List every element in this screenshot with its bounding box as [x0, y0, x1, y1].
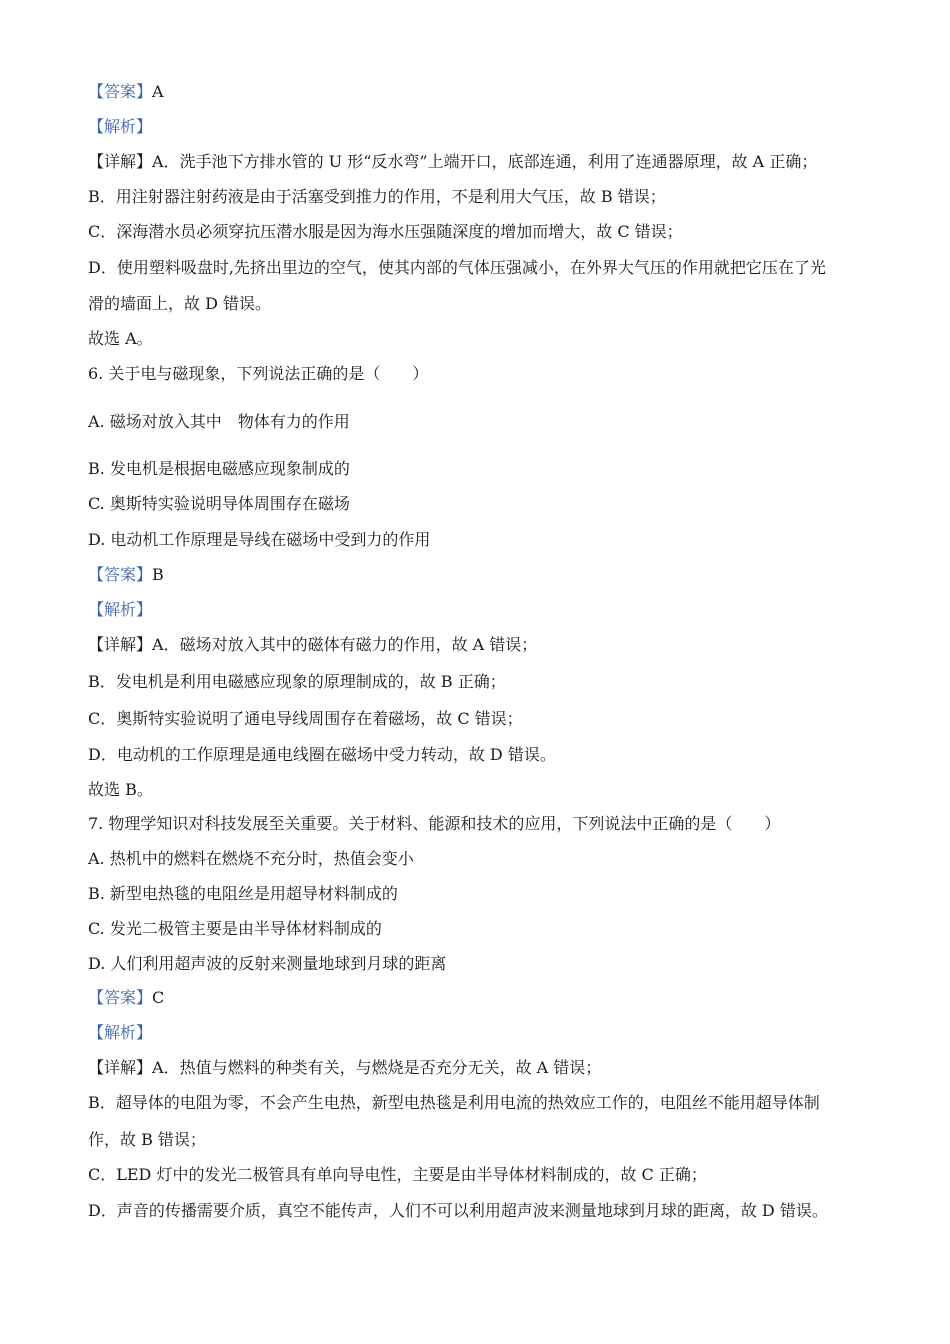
- q7-detail-line-b: B．超导体的电阻为零，不会产生电热，新型电热毯是利用电流的热效应工作的，电阻丝不能用超导体制: [88, 1093, 820, 1112]
- answer-value: A: [152, 82, 164, 101]
- detail-tag: 【详解】: [88, 152, 153, 171]
- q7-option-b: B. 新型电热毯的电阻丝是用超导材料制成的: [88, 884, 398, 903]
- q5-detail-line-b: B．用注射器注射药液是由于活塞受到推力的作用，不是利用大气压，故 B 错误；: [88, 187, 666, 206]
- q7-stem: 7. 物理学知识对科技发展至关重要。关于材料、能源和技术的应用，下列说法中正确的是（ ）: [88, 814, 781, 833]
- answer-tag: 【答案】: [88, 988, 153, 1007]
- answer-value: C: [152, 988, 165, 1007]
- detail-text: A．洗手池下方排水管的 U 形“反水弯”上端开口，底部连通，利用了连通器原理，故 A 正确；: [152, 152, 818, 171]
- q7-detail-line-b-cont: 作，故 B 错误；: [88, 1130, 206, 1149]
- q5-conclusion: 故选 A。: [88, 329, 153, 348]
- q7-detail-line-c: C．LED 灯中的发光二极管具有单向导电性，主要是由半导体材料制成的，故 C 正确；: [88, 1165, 707, 1184]
- q6-detail-line-d: D．电动机的工作原理是通电线圈在磁场中受力转动，故 D 错误。: [88, 745, 556, 764]
- q7-detail-line-a: [88, 1058, 601, 1078]
- q6-analysis-tag: 【解析】: [88, 600, 153, 619]
- q7-option-d: D. 人们利用超声波的反射来测量地球到月球的距离: [88, 954, 447, 973]
- q5-detail-line-c: C．深海潜水员必须穿抗压潜水服是因为海水压强随深度的增加而增大，故 C 错误；: [88, 222, 683, 241]
- q6-conclusion: 故选 B。: [88, 780, 153, 799]
- q6-answer-line: [88, 565, 164, 585]
- q5-detail-line-a: [88, 152, 817, 172]
- detail-tag: 【详解】: [88, 1058, 153, 1077]
- q6-detail-line-a: [88, 635, 537, 655]
- answer-tag: 【答案】: [88, 82, 153, 101]
- q5-detail-line-d-cont: 滑的墙面上，故 D 错误。: [88, 294, 272, 313]
- detail-text: A．磁场对放入其中的磁体有磁力的作用，故 A 错误；: [152, 635, 538, 654]
- q6-detail-line-b: B．发电机是利用电磁感应现象的原理制成的，故 B 正确；: [88, 672, 506, 691]
- answer-tag: 【答案】: [88, 565, 153, 584]
- q5-answer-line: [88, 82, 164, 102]
- q5-analysis-tag: 【解析】: [88, 117, 153, 136]
- q6-stem: 6. 关于电与磁现象，下列说法正确的是（ ）: [88, 364, 429, 383]
- detail-tag: 【详解】: [88, 635, 153, 654]
- q6-detail-line-c: C．奥斯特实验说明了通电导线周围存在着磁场，故 C 错误；: [88, 709, 523, 728]
- q6-option-b: B. 发电机是根据电磁感应现象制成的: [88, 459, 350, 478]
- answer-value: B: [152, 565, 164, 584]
- q6-option-a: A. 磁场对放入其中 物体有力的作用: [88, 412, 350, 431]
- q7-analysis-tag: 【解析】: [88, 1023, 153, 1042]
- q5-detail-line-d: D．使用塑料吸盘时,先挤出里边的空气，使其内部的气体压强减小，在外界大气压的作用就把它压在了光: [88, 258, 826, 277]
- q7-option-c: C. 发光二极管主要是由半导体材料制成的: [88, 919, 382, 938]
- q7-option-a: A. 热机中的燃料在燃烧不充分时，热值会变小: [88, 849, 414, 868]
- q6-option-d: D. 电动机工作原理是导线在磁场中受到力的作用: [88, 530, 431, 549]
- q7-answer-line: [88, 988, 164, 1008]
- q6-option-c: C. 奥斯特实验说明导体周围存在磁场: [88, 494, 350, 513]
- q7-detail-line-d: D．声音的传播需要介质，真空不能传声，人们不可以利用超声波来测量地球到月球的距离，故 D 错误。: [88, 1201, 828, 1220]
- detail-text: A．热值与燃料的种类有关，与燃烧是否充分无关，故 A 错误；: [152, 1058, 602, 1077]
